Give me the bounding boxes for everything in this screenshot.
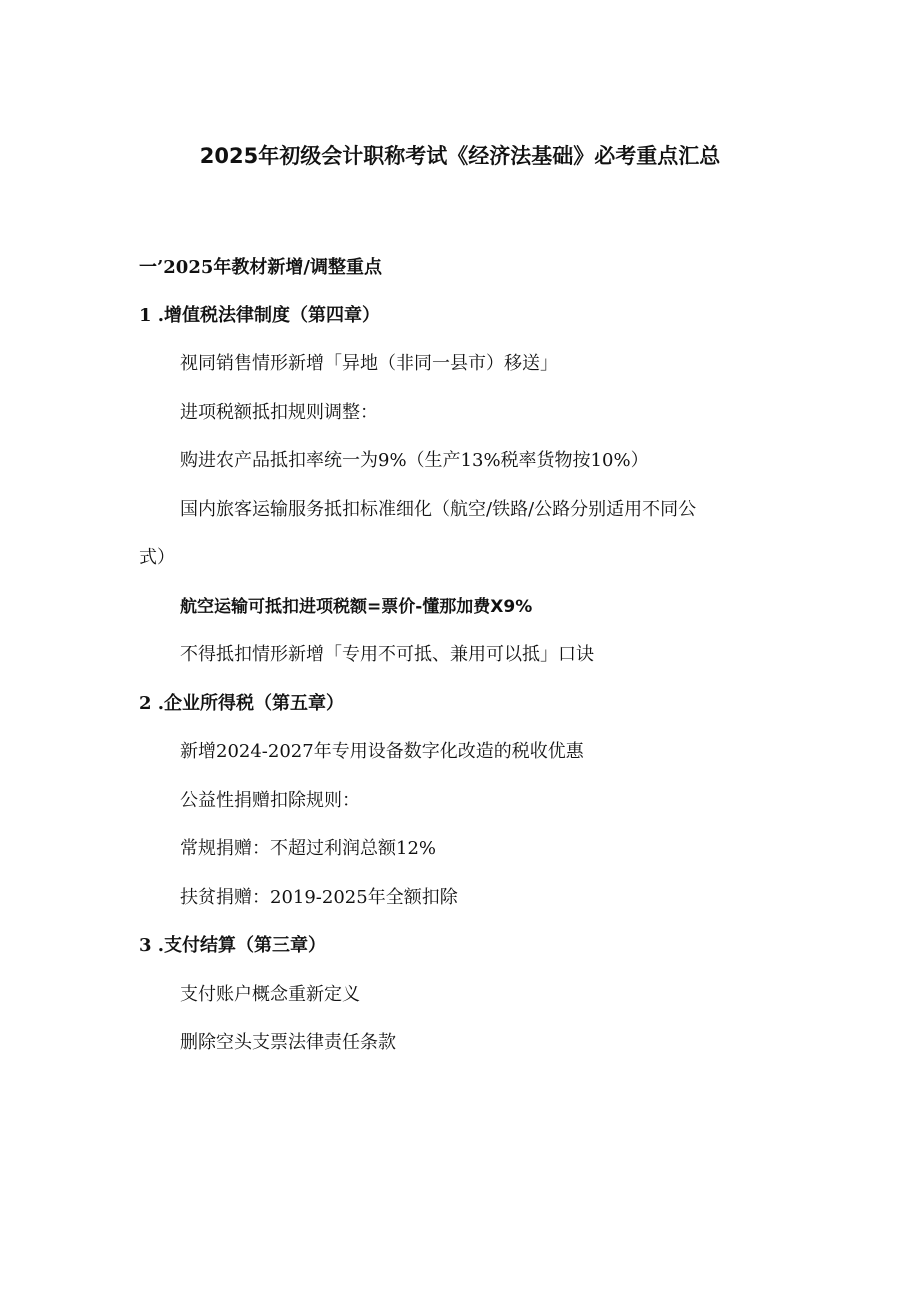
list-item: 进项税额抵扣规则调整： [180,402,378,423]
list-item: 购进农产品抵扣率统一为9%（生产13%税率货物按10%） [180,450,649,471]
list-item: 不得抵扣情形新增「专用不可抵、兼用可以抵」口诀 [180,644,594,665]
list-item-continuation: 式） [139,547,175,568]
section-heading: 一’2025年教材新增/调整重点 [139,257,382,278]
list-item: 支付账户概念重新定义 [180,984,360,1005]
list-item: 公益性捐赠扣除规则： [180,790,360,811]
document-title: 2025年初级会计职称考试《经济法基础》必考重点汇总 [199,144,721,168]
subsection-heading-vat: 1 .增值税法律制度（第四章） [139,305,381,326]
list-item: 新增2024-2027年专用设备数字化改造的税收优惠 [180,741,584,762]
subsection-heading-cit: 2 .企业所得税（第五章） [139,693,345,714]
subsection-heading-payment: 3 .支付结算（第三章） [139,935,327,956]
formula-line: 航空运输可抵扣进项税额=票价-懂那加费X9% [180,597,533,617]
list-item: 国内旅客运输服务抵扣标准细化（航空/铁路/公路分别适用不同公 [180,499,697,520]
list-item: 常规捐赠：不超过利润总额12% [180,838,437,859]
list-item: 删除空头支票法律责任条款 [180,1032,396,1053]
list-item: 扶贫捐赠：2019-2025年全额扣除 [180,887,458,908]
list-item: 视同销售情形新增「异地（非同一县市）移送」 [180,353,558,374]
